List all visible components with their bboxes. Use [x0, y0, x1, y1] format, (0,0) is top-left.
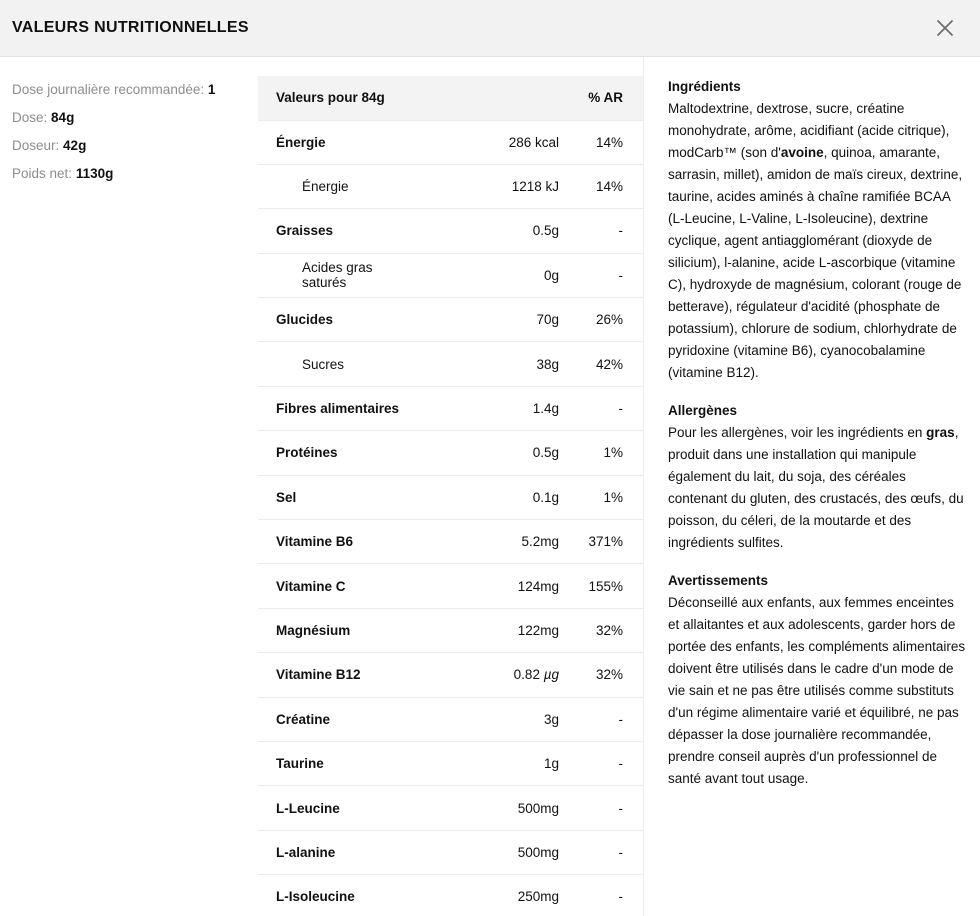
- nutrient-ar-percent: 371%: [588, 534, 623, 550]
- nutrient-ar-percent: 42%: [595, 356, 623, 372]
- nutrient-value: 124mg: [517, 578, 559, 594]
- nutrient-name: Graisses: [276, 223, 334, 239]
- modal-body: [0, 57, 980, 916]
- nutrition-table-panel: [258, 57, 643, 916]
- nutrient-ar-percent: 32%: [595, 622, 623, 638]
- nutrient-name: L-Leucine: [276, 800, 340, 816]
- table-row: [258, 786, 643, 830]
- column-header-ar: % AR: [559, 76, 643, 120]
- table-body: [258, 120, 643, 916]
- modal-header: [0, 0, 980, 57]
- table-row: [258, 386, 643, 430]
- nutrient-name: Vitamine B12: [276, 667, 361, 683]
- column-header-name: Valeurs pour 84g: [258, 76, 409, 120]
- nutrient-ar-percent: 1%: [603, 445, 623, 461]
- dosage-info-panel: [0, 57, 258, 188]
- nutrient-name: Magnésium: [276, 622, 351, 638]
- table-row: [258, 342, 643, 386]
- table-row: [258, 253, 643, 297]
- info-value: 1130g: [75, 166, 114, 181]
- nutrient-ar-percent: -: [618, 223, 623, 239]
- nutrition-table: [258, 76, 643, 916]
- info-label: Dose journalière recommandée:: [12, 82, 205, 97]
- nutrient-value: 0.5g: [532, 445, 559, 461]
- allergen-highlight-avoine: avoine: [780, 145, 824, 160]
- nutrient-ar-percent: 32%: [595, 667, 623, 683]
- nutrient-value: 0.82 µg: [513, 667, 559, 683]
- warnings-text: Déconseillé aux enfants, aux femmes enceintes et allaitantes et aux adolescents, garder hors de portée des enfants, les compléments alimentaires doivent être utilisés dans le cadre d'un mode de vie sain et ne pas être utilisés comme substituts d'un régime alimentaire varié et équilibré, ne pas dépasser la dose journalière recommandée, prendre conseil auprès d'un professionnel de santé avant tout usage.: [668, 595, 966, 786]
- nutrient-name: Acides gras saturés: [302, 260, 373, 291]
- info-label: Doseur:: [12, 138, 60, 153]
- allergens-text: [668, 422, 966, 554]
- info-value: 1: [207, 82, 216, 97]
- table-row: [258, 520, 643, 564]
- nutrient-ar-percent: -: [618, 844, 623, 860]
- nutrient-name: L-Isoleucine: [276, 889, 355, 905]
- close-button[interactable]: [928, 11, 962, 45]
- allergens-text-part1: Pour les allergènes, voir les ingrédients en: [668, 425, 927, 440]
- ingredients-text-part1: Maltodextrine, dextrose, sucre, créatine monohydrate, arôme, acidifiant (acide citrique), modCarb™ (son d': [668, 101, 950, 160]
- table-row: [258, 164, 643, 208]
- table-row: [258, 608, 643, 652]
- table-row: [258, 875, 643, 916]
- warnings-heading: Avertissements: [668, 573, 769, 588]
- nutrient-name: Glucides: [276, 312, 334, 328]
- product-details-panel: [643, 57, 980, 916]
- table-row: [258, 830, 643, 874]
- info-line: [12, 160, 244, 188]
- allergen-highlight-gras: gras: [926, 425, 955, 440]
- nutrient-value: 0g: [543, 267, 559, 283]
- info-label: Dose:: [12, 110, 48, 125]
- nutrient-name: Vitamine B6: [276, 534, 354, 550]
- nutrient-value: 3g: [543, 711, 559, 727]
- nutrient-value: 286 kcal: [508, 134, 559, 150]
- column-header-value: [409, 76, 560, 120]
- ingredients-text-part2: , quinoa, amarante, sarrasin, millet), amidon de maïs cireux, dextrine, taurine, acides aminés à chaîne ramifiée BCAA (L-Leucine, L-Valine, L-Isoleucine), dextrine cyclique, agent antiagglomérant (dioxyde de silicium), l-alanine, acide L-ascorbique (vitamine C), hydroxyde de magnésium, colorant (rouge de betterave), régulateur d'acidité (phosphate de potassium), chlorure de sodium, chlorhydrate de pyridoxine (vitamine B6), cyanocobalamine (vitamine B12).: [668, 145, 963, 380]
- nutrient-name: Protéines: [276, 445, 338, 461]
- nutrient-ar-percent: -: [618, 756, 623, 772]
- info-line: [12, 104, 244, 132]
- close-icon: [934, 17, 956, 39]
- table-row: [258, 431, 643, 475]
- nutrient-name: Taurine: [276, 756, 324, 772]
- info-line: [12, 76, 244, 104]
- nutrient-ar-percent: 1%: [603, 489, 623, 505]
- nutrient-value: 5.2mg: [521, 534, 559, 550]
- nutrient-name: Énergie: [276, 134, 326, 150]
- nutrient-name: Sel: [276, 489, 297, 505]
- micro-symbol: µg: [543, 667, 559, 683]
- nutrient-ar-percent: 14%: [595, 179, 623, 195]
- nutrient-value: 38g: [536, 356, 559, 372]
- table-row: [258, 697, 643, 741]
- nutrient-value: 122mg: [517, 622, 559, 638]
- table-row: [258, 564, 643, 608]
- nutrient-value: 1g: [543, 756, 559, 772]
- info-line: [12, 132, 244, 160]
- ingredients-text: [668, 98, 966, 384]
- nutrient-name: Énergie: [302, 179, 349, 195]
- table-row: [258, 653, 643, 697]
- table-row: [258, 209, 643, 253]
- info-label: Poids net:: [12, 166, 73, 181]
- nutrient-name: L-alanine: [276, 844, 336, 860]
- nutrient-value: 0.1g: [532, 489, 559, 505]
- nutrient-value: 500mg: [517, 800, 559, 816]
- table-row: [258, 741, 643, 785]
- nutrient-ar-percent: -: [618, 889, 623, 905]
- allergens-heading: Allergènes: [668, 403, 738, 418]
- info-value: 42g: [63, 138, 87, 153]
- info-value: 84g: [51, 110, 75, 125]
- nutrient-ar-percent: -: [618, 401, 623, 417]
- nutrient-ar-percent: 14%: [595, 134, 623, 150]
- nutrient-ar-percent: -: [618, 711, 623, 727]
- nutrient-value: 1218 kJ: [511, 179, 559, 195]
- table-row: [258, 475, 643, 519]
- nutrient-ar-percent: 26%: [595, 312, 623, 328]
- nutrient-ar-percent: -: [618, 800, 623, 816]
- nutrient-ar-percent: 155%: [588, 578, 623, 594]
- nutrient-name: Sucres: [302, 356, 345, 372]
- nutrient-value: 1.4g: [532, 401, 559, 417]
- nutrient-value: 0.5g: [532, 223, 559, 239]
- nutrient-ar-percent: -: [618, 267, 623, 283]
- nutrient-name: Créatine: [276, 711, 331, 727]
- table-header-row: [258, 76, 643, 120]
- nutrient-name: Fibres alimentaires: [276, 401, 400, 417]
- allergens-text-part2: , produit dans une installation qui manipule également du lait, du soja, des céréales contenant du gluten, des crustacés, des œufs, du poisson, du céleri, de la moutarde et des ingrédients sulfites.: [668, 425, 964, 550]
- table-head: [258, 76, 643, 120]
- nutrient-value: 500mg: [517, 844, 559, 860]
- nutrient-value: 250mg: [517, 889, 559, 905]
- nutrient-value: 70g: [536, 312, 559, 328]
- table-row: [258, 298, 643, 342]
- page-title: VALEURS NUTRITIONNELLES: [12, 19, 249, 36]
- ingredients-heading: Ingrédients: [668, 79, 741, 94]
- nutrient-name: Vitamine C: [276, 578, 346, 594]
- table-row: [258, 120, 643, 164]
